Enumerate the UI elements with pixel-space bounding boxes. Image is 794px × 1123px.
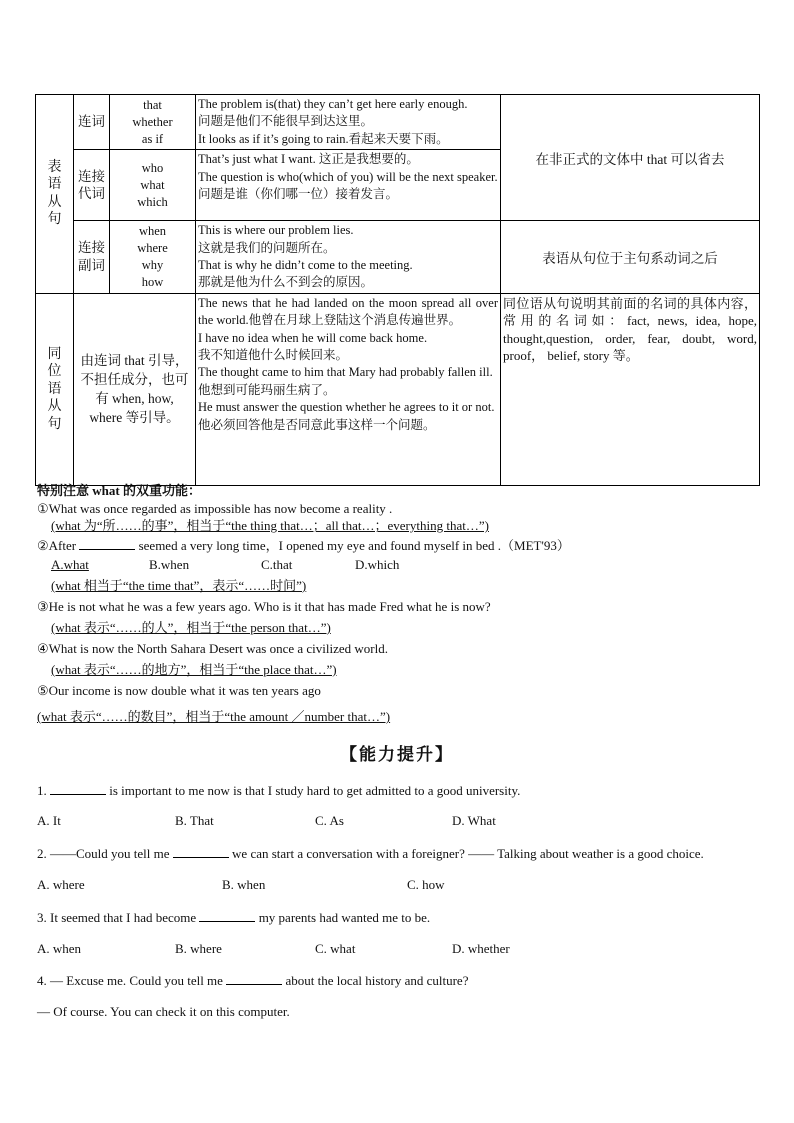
note-2-options: A.what B.when C.that D.which xyxy=(51,557,400,573)
adverb-words: when where why how xyxy=(110,221,196,294)
question-3: 3. It seemed that I had become my parents had wanted me to be. xyxy=(37,910,431,925)
appositive-note: 同位语从句说明其前面的名词的具体内容，常用的名词如：fact, news, idea, hope, thought,question, order, fear, doubt, word, proof， belief, story 等。 xyxy=(501,293,760,485)
note-4-explanation: (what 表示“……的地方”，相当于“the place that…”) xyxy=(51,661,337,677)
note-2: ②After seemed a very long time，I opened my eye and found myself in bed .（MET'93） xyxy=(37,537,570,553)
note-3-explanation: (what 表示“……的人”，相当于“the person that…”) xyxy=(51,619,331,635)
table-row xyxy=(36,221,760,294)
note-1: ①What was once regarded as impossible has now become a reality . xyxy=(37,500,393,516)
exercises xyxy=(37,782,767,1022)
table-row xyxy=(36,95,760,150)
conjunction-words: that whether as if xyxy=(110,95,196,150)
notes-heading: 特别注意 what 的双重功能： xyxy=(37,483,201,498)
question-4-reply: — Of course. You can check it on this computer. xyxy=(37,1004,290,1019)
note-4: ④What is now the North Sahara Desert was once a civilized world. xyxy=(37,641,388,657)
q3-option-a[interactable]: A. when xyxy=(37,941,82,956)
q3-option-b[interactable]: B. where xyxy=(175,941,222,956)
q3-option-c[interactable]: C. what xyxy=(315,941,356,956)
what-notes xyxy=(37,482,757,726)
predicative-clause-label: 表语从句 xyxy=(36,95,74,294)
question-1: 1. is important to me now is that I study hard to get admitted to a good university. xyxy=(37,783,521,798)
answer-blank xyxy=(226,972,282,985)
q1-option-d[interactable]: D. What xyxy=(452,813,496,828)
pronoun-words: who what which xyxy=(110,150,196,221)
q1-option-a[interactable]: A. It xyxy=(37,813,61,828)
q3-option-d[interactable]: D. whether xyxy=(452,941,510,956)
question-4: 4. — Excuse me. Could you tell me about the local history and culture? xyxy=(37,973,469,988)
appositive-examples: The news that he had landed on the moon spread all over the world.他曾在月球上登陆这个消息传遍世界。 I have no idea when he will come back home. 我不知道他什么时候回来。 The thought came to him that Mary had probably fallen ill. 他想到可能玛丽生病了。 He must answer the question whether he agrees to it or not. 他必须回答他是否同意此事这样一个问题。 xyxy=(196,293,501,485)
answer-blank xyxy=(79,537,135,550)
section-title: 【能力提升】 xyxy=(340,745,454,765)
q2-option-a[interactable]: A. where xyxy=(37,877,85,892)
q1-option-b[interactable]: B. That xyxy=(175,813,214,828)
adverb-examples: This is where our problem lies. 这就是我们的问题所在。 That is why he didn’t come to the meeting. 那就是他为什么不到会的原因。 xyxy=(196,221,501,294)
q1-option-c[interactable]: C. As xyxy=(315,813,344,828)
type-conjunctive-pronoun: 连接代词 xyxy=(74,150,110,221)
answer-blank xyxy=(50,782,106,795)
appositive-clause-label: 同位语从句 xyxy=(36,293,74,485)
q2-option-c[interactable]: C. how xyxy=(407,877,445,892)
q2-option-b[interactable]: B. when xyxy=(222,877,266,892)
appositive-intro: 由连词 that 引导，不担任成分，也可有 when, how, where 等引导。 xyxy=(74,293,196,485)
type-conjunctive-adverb: 连接副词 xyxy=(74,221,110,294)
pronoun-examples: That’s just what I want. 这正是我想要的。 The question is who(which of you) will be the next speaker. 问题是谁（你们哪一位）接着发言。 xyxy=(196,150,501,221)
answer-blank xyxy=(199,909,255,922)
note-5: ⑤Our income is now double what it was ten years ago xyxy=(37,683,321,699)
note-that-omitted: 在非正式的文体中 that 可以省去 xyxy=(501,95,760,221)
note-5-explanation: (what 表示“……的数目”，相当于“the amount ／number that…”) xyxy=(37,709,391,725)
answer-blank xyxy=(173,845,229,858)
noun-clause-table xyxy=(35,94,760,486)
question-2: 2. ——Could you tell me we can start a conversation with a foreigner? —— Talking about weather is a good choice. xyxy=(37,846,704,861)
type-conjunction: 连词 xyxy=(74,95,110,150)
conjunction-examples: The problem is(that) they can’t get here early enough. 问题是他们不能很早到达这里。 It looks as if it’s going to rain.看起来天要下雨。 xyxy=(196,95,501,150)
note-3: ③He is not what he was a few years ago. Who is it that has made Fred what he is now? xyxy=(37,599,491,615)
note-position: 表语从句位于主句系动词之后 xyxy=(501,221,760,294)
table-row xyxy=(36,293,760,485)
note-2-explanation: (what 相当于“the time that”，表示“……时间”) xyxy=(51,577,307,593)
note-1-explanation: (what 为“所……的事”，相当于“the thing that…；all that…；everything that…”) xyxy=(51,518,489,534)
